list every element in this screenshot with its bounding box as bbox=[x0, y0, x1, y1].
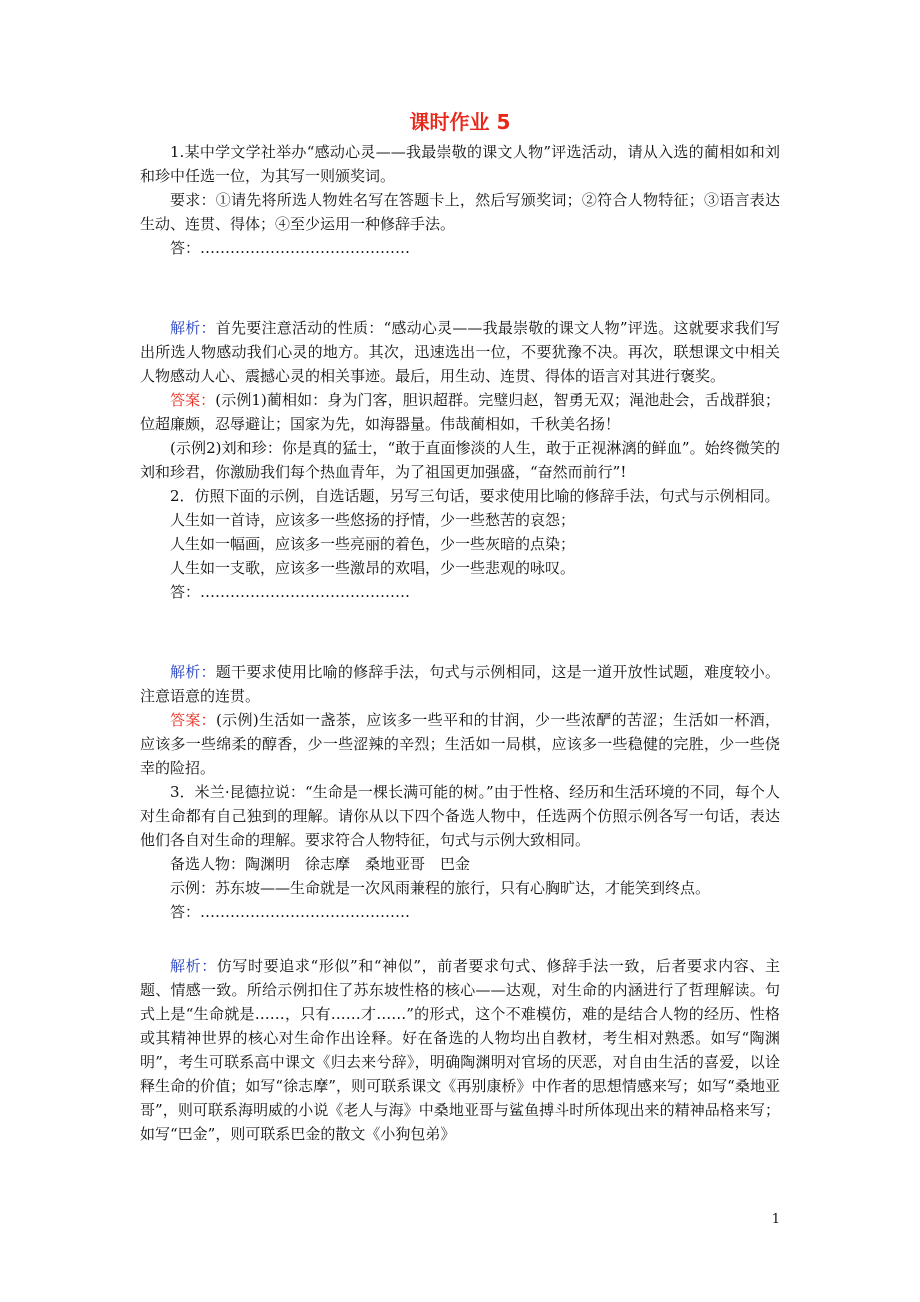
q1-requirements: 要求：①请先将所选人物姓名写在答题卡上，然后写颁奖词；②符合人物特征；③语言表达生动、连贯、得体；④至少运用一种修辞手法。 bbox=[140, 191, 780, 233]
answer-dots: …………………………………… bbox=[200, 583, 411, 601]
q2-stem: 2．仿照下面的示例，自选话题，另写三句话，要求使用比喻的修辞手法，句式与示例相同。 bbox=[170, 487, 780, 505]
q1-answer-example2: (示例2)刘和珍：你是真的猛士，“敢于直面惨淡的人生，敢于正视淋漓的鲜血”。始终微笑的刘和珍君，你激励我们每个热血青年，为了祖国更加强盛，“奋然而前行”! bbox=[140, 439, 780, 481]
answer-text: (示例1)蔺相如：身为门客，胆识超群。完璧归赵，智勇无双；渑池赴会，舌战群狼；位超廉颇，忍辱避让；国家为先，如海器量。伟哉蔺相如，千秋美名扬！ bbox=[140, 391, 780, 433]
analysis-label: 解析： bbox=[170, 663, 216, 681]
answer-space bbox=[140, 604, 780, 660]
q3-stem: 3．米兰·昆德拉说：“生命是一棵长满可能的树。”由于性格、经历和生活环境的不同，每个人对生命都有自己独到的理解。请你从以下四个备选人物中，任选两个仿照示例各写一句话，表达他们各自对生命的理解。要求符合人物特征，句式与示例大致相同。 bbox=[140, 783, 780, 849]
q3-candidates: 备选人物：陶渊明 徐志摩 桑地亚哥 巴金 bbox=[170, 855, 471, 873]
q3-analysis bbox=[140, 954, 780, 1146]
q1-stem: 1.某中学文学社举办“感动心灵——我最崇敬的课文人物”评选活动，请从入选的蔺相如和刘和珍中任选一位，为其写一则颁奖词。 bbox=[140, 143, 780, 185]
answer-dots: …………………………………… bbox=[200, 239, 411, 257]
answer-dots: …………………………………… bbox=[200, 903, 411, 921]
q2-answer bbox=[140, 708, 780, 780]
q3-example: 示例：苏东坡——生命就是一次风雨兼程的旅行，只有心胸旷达，才能笑到终点。 bbox=[170, 879, 711, 897]
answer-label: 答案： bbox=[170, 711, 216, 729]
page-number: 1 bbox=[771, 1212, 780, 1227]
q2-example-3: 人生如一支歌，应该多一些激昂的欢唱，少一些悲观的咏叹。 bbox=[170, 559, 576, 577]
answer-prompt: 答： bbox=[170, 903, 201, 921]
q2-answer-line bbox=[140, 580, 780, 604]
analysis-text: 题干要求使用比喻的修辞手法，句式与示例相同，这是一道开放性试题，难度较小。注意语意的连贯。 bbox=[140, 663, 780, 705]
q1-answer bbox=[140, 388, 780, 436]
q3-answer-line bbox=[140, 900, 780, 924]
answer-prompt: 答： bbox=[170, 583, 201, 601]
q2-example-2: 人生如一幅画，应该多一些亮丽的着色，少一些灰暗的点染； bbox=[170, 535, 576, 553]
analysis-text: 首先要注意活动的性质：“感动心灵——我最崇敬的课文人物”评选。这就要求我们写出所选人物感动我们心灵的地方。其次，迅速选出一位，不要犹豫不决。再次，联想课文中相关人物感动人心、震撼心灵的相关事迹。最后，用生动、连贯、得体的语言对其进行褒奖。 bbox=[140, 319, 780, 385]
answer-label: 答案： bbox=[170, 391, 216, 409]
analysis-text: 仿写时要追求“形似”和“神似”，前者要求句式、修辞手法一致，后者要求内容、主题、情感一致。所给示例扣住了苏东坡性格的核心——达观，对生命的内涵进行了哲理解读。句式上是“生命就是……，只有……才……”的形式，这个不难模仿，难的是结合人物的经历、性格或其精神世界的核心对生命作出诠释。好在备选的人物均出自教材，考生相对熟悉。如写“陶渊明”，考生可联系高中课文《归去来兮辞》，明确陶渊明对官场的厌恶，对自由生活的喜爱，以诠释生命的价值；如写“徐志摩”，则可联系课文《再别康桥》中作者的思想情感来写；如写“桑地亚哥”，则可联系海明威的小说《老人与海》中桑地亚哥与鲨鱼搏斗时所体现出来的精神品格来写；如写“巴金”，则可联系巴金的散文《小狗包弟》 bbox=[140, 957, 780, 1143]
analysis-label: 解析： bbox=[170, 319, 216, 337]
q2-example-1: 人生如一首诗，应该多一些悠扬的抒情，少一些愁苦的哀怨； bbox=[170, 511, 576, 529]
answer-space bbox=[140, 924, 780, 954]
answer-text: (示例)生活如一盏茶，应该多一些平和的甘润，少一些浓酽的苦涩；生活如一杯酒，应该多一些绵柔的醇香，少一些涩辣的辛烈；生活如一局棋，应该多一些稳健的完胜，少一些侥幸的险招。 bbox=[140, 711, 780, 777]
analysis-label: 解析： bbox=[170, 957, 217, 975]
answer-space bbox=[140, 260, 780, 316]
q1-answer-line bbox=[140, 236, 780, 260]
document-page bbox=[140, 108, 780, 1146]
page-title: 课时作业 5 bbox=[409, 110, 511, 134]
q1-analysis bbox=[140, 316, 780, 388]
q2-analysis bbox=[140, 660, 780, 708]
answer-prompt: 答： bbox=[170, 239, 201, 257]
